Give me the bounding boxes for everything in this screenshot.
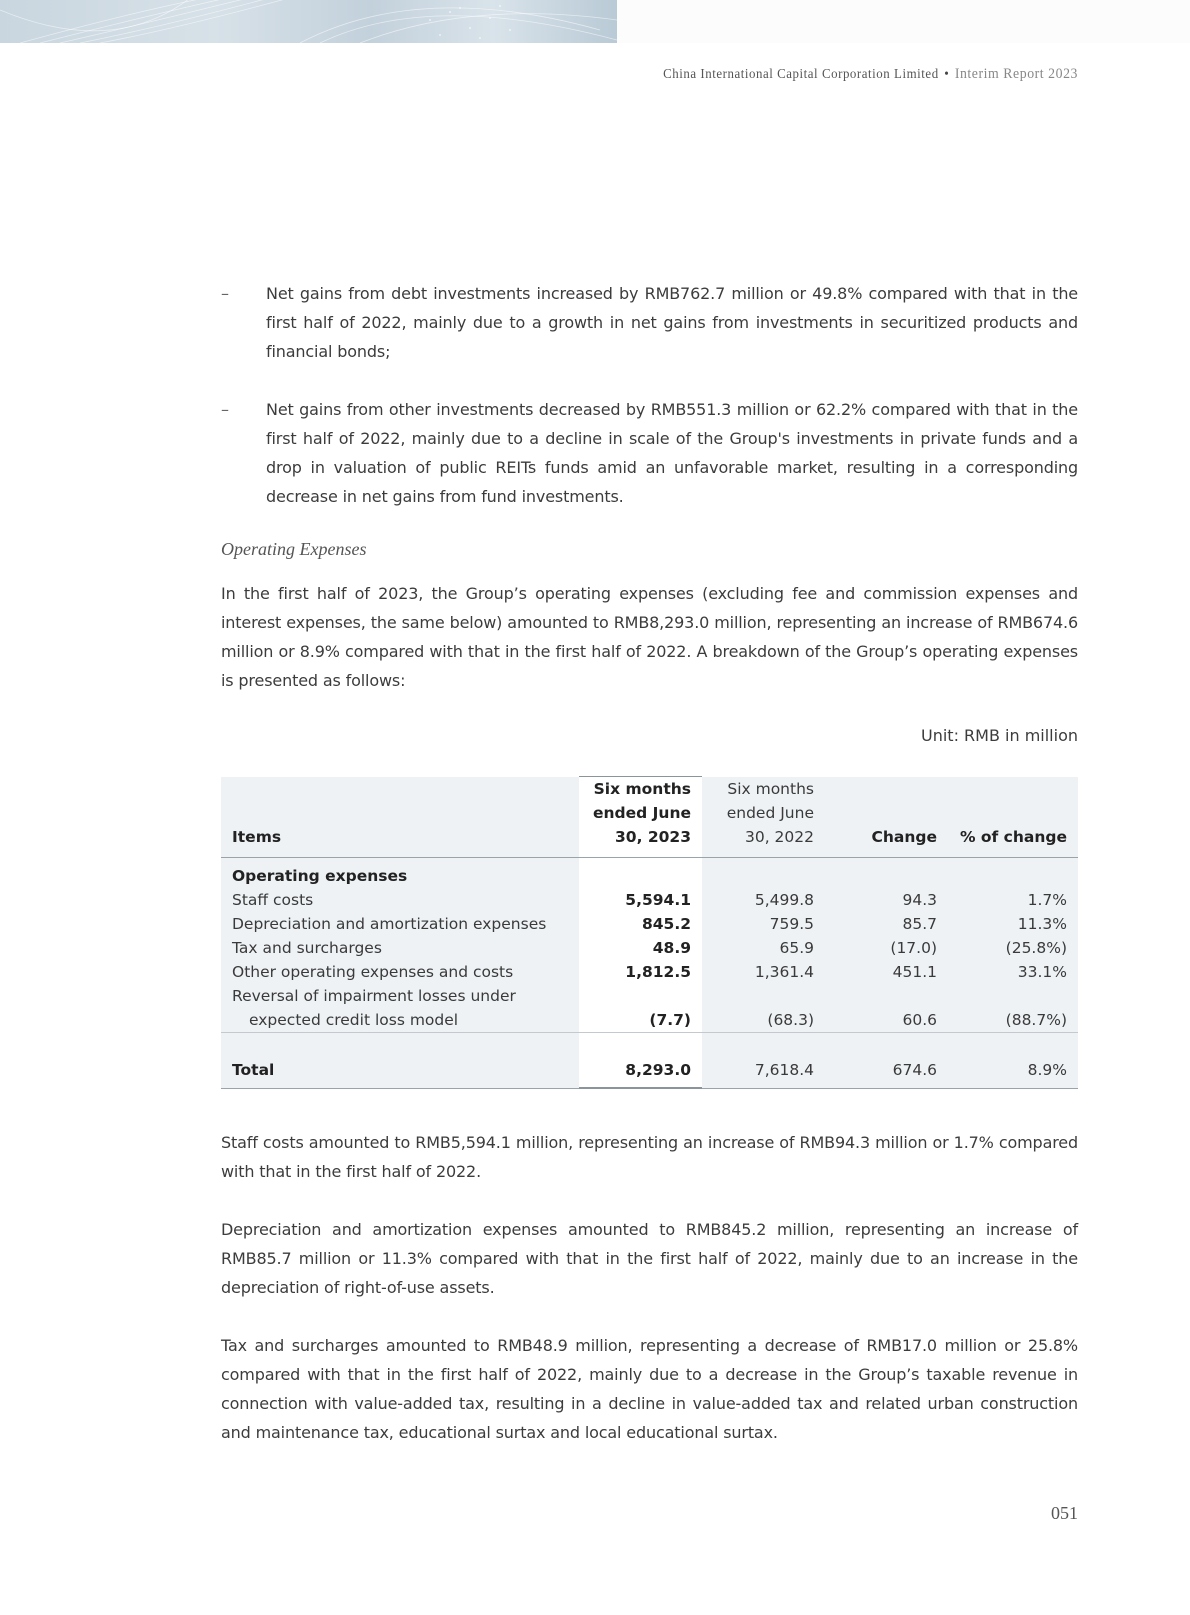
total-2022: 7,618.4: [702, 1053, 825, 1088]
table-row: [221, 936, 1078, 960]
header-2022-line1: Six months: [727, 780, 814, 798]
dash-bullet-icon: –: [221, 400, 229, 419]
value-pct: 33.1%: [948, 960, 1078, 984]
table-total-row: [221, 1053, 1078, 1088]
header-2023: [579, 777, 702, 858]
table-row: [221, 984, 1078, 1008]
header-2023-line3: 30, 2023: [615, 828, 691, 846]
value-pct: 1.7%: [948, 888, 1078, 912]
table-spacer: [221, 1033, 1078, 1054]
bullet-item: [221, 395, 1078, 511]
value-2022: 65.9: [702, 936, 825, 960]
row-label: Depreciation and amortization expenses: [221, 912, 579, 936]
value-pct: (25.8%): [948, 936, 1078, 960]
header-change: Change: [825, 777, 948, 858]
table-row-continued: [221, 1008, 1078, 1033]
intro-paragraph: In the first half of 2023, the Group’s operating expenses (excluding fee and commission expenses and interest expenses, the same below) amounted to RMB8,293.0 million, representing an increase of RMB674.6 million or 8.9% compared with that in the first half of 2022. A breakdown of the Group’s operating expenses is presented as follows:: [221, 584, 1078, 690]
row-label-continued: expected credit loss model: [221, 1008, 579, 1033]
value-change: 60.6: [825, 1008, 948, 1033]
value-pct: (88.7%): [948, 1008, 1078, 1033]
depreciation-paragraph: [221, 1215, 1078, 1302]
header-2022: [702, 777, 825, 858]
report-title: Interim Report 2023: [954, 66, 1078, 82]
value-2023: 48.9: [579, 936, 702, 960]
value-change: (17.0): [825, 936, 948, 960]
header-2023-line1: Six months: [593, 780, 691, 798]
bullet-item: [221, 279, 1078, 366]
running-header: [663, 66, 1078, 83]
paragraph-text: Staff costs amounted to RMB5,594.1 million, representing an increase of RMB94.3 million or 1.7% compared with that in the first half of 2022.: [221, 1133, 1078, 1181]
staff-costs-paragraph: [221, 1128, 1078, 1186]
group-label: Operating expenses: [221, 858, 579, 889]
decorative-wave-pattern-icon: [0, 0, 617, 43]
value-2023: (7.7): [579, 1008, 702, 1033]
row-label: Tax and surcharges: [221, 936, 579, 960]
value-change: 85.7: [825, 912, 948, 936]
page-number: 051: [1051, 1503, 1078, 1523]
table-group-row: [221, 858, 1078, 889]
bullet-text: Net gains from other investments decreased by RMB551.3 million or 62.2% compared with that in the first half of 2022, mainly due to a decline in scale of the Group's investments in private funds and a drop in valuation of public REITs funds amid an unfavorable market, resulting in a corresponding decrease in net gains from fund investments.: [266, 400, 1078, 506]
bullet-text: Net gains from debt investments increased by RMB762.7 million or 49.8% compared with that in the first half of 2022, mainly due to a growth in net gains from investments in securitized products and financial bonds;: [266, 284, 1078, 361]
paragraph-text: Depreciation and amortization expenses amounted to RMB845.2 million, representing an increase of RMB85.7 million or 11.3% compared with that in the first half of 2022, mainly due to an increase in the depreciation of right-of-use assets.: [221, 1220, 1078, 1297]
value-2022: 759.5: [702, 912, 825, 936]
header-banner-blank: [617, 0, 1190, 43]
value-change: 94.3: [825, 888, 948, 912]
table-row: [221, 912, 1078, 936]
separator-dot: •: [944, 67, 950, 82]
header-2023-line2: ended June: [593, 804, 691, 822]
total-pct: 8.9%: [948, 1053, 1078, 1088]
value-change: 451.1: [825, 960, 948, 984]
value-2023: 845.2: [579, 912, 702, 936]
value-2022: 5,499.8: [702, 888, 825, 912]
header-banner-image: [0, 0, 617, 43]
header-pct-change: % of change: [948, 777, 1078, 858]
row-label: Other operating expenses and costs: [221, 960, 579, 984]
tax-paragraph: [221, 1331, 1078, 1447]
paragraph-text: Tax and surcharges amounted to RMB48.9 million, representing a decrease of RMB17.0 million or 25.8% compared with that in the first half of 2022, mainly due to a decrease in the Group’s taxable revenue in connection with value-added tax, resulting in a decline in value-added tax and related urban construction and maintenance tax, educational surtax and local educational surtax.: [221, 1336, 1078, 1442]
value-2022: (68.3): [702, 1008, 825, 1033]
table-header-row: [221, 777, 1078, 858]
operating-expenses-table: [221, 776, 1078, 1089]
header-2022-line2: ended June: [726, 804, 814, 822]
value-2023: 5,594.1: [579, 888, 702, 912]
value-pct: 11.3%: [948, 912, 1078, 936]
header-2022-line3: 30, 2022: [744, 828, 814, 846]
value-2022: 1,361.4: [702, 960, 825, 984]
total-2023: 8,293.0: [579, 1053, 702, 1088]
section-title: Operating Expenses: [221, 539, 367, 559]
row-label: Staff costs: [221, 888, 579, 912]
total-label: Total: [221, 1053, 579, 1088]
table-row: [221, 960, 1078, 984]
dash-bullet-icon: –: [221, 284, 229, 303]
company-name: China International Capital Corporation Limited: [663, 67, 939, 82]
table-row: [221, 888, 1078, 912]
row-label: Reversal of impairment losses under: [221, 984, 579, 1008]
unit-label: Unit: RMB in million: [921, 726, 1078, 745]
value-2023: 1,812.5: [579, 960, 702, 984]
total-change: 674.6: [825, 1053, 948, 1088]
section-intro: [221, 579, 1078, 695]
header-items: Items: [221, 777, 579, 858]
